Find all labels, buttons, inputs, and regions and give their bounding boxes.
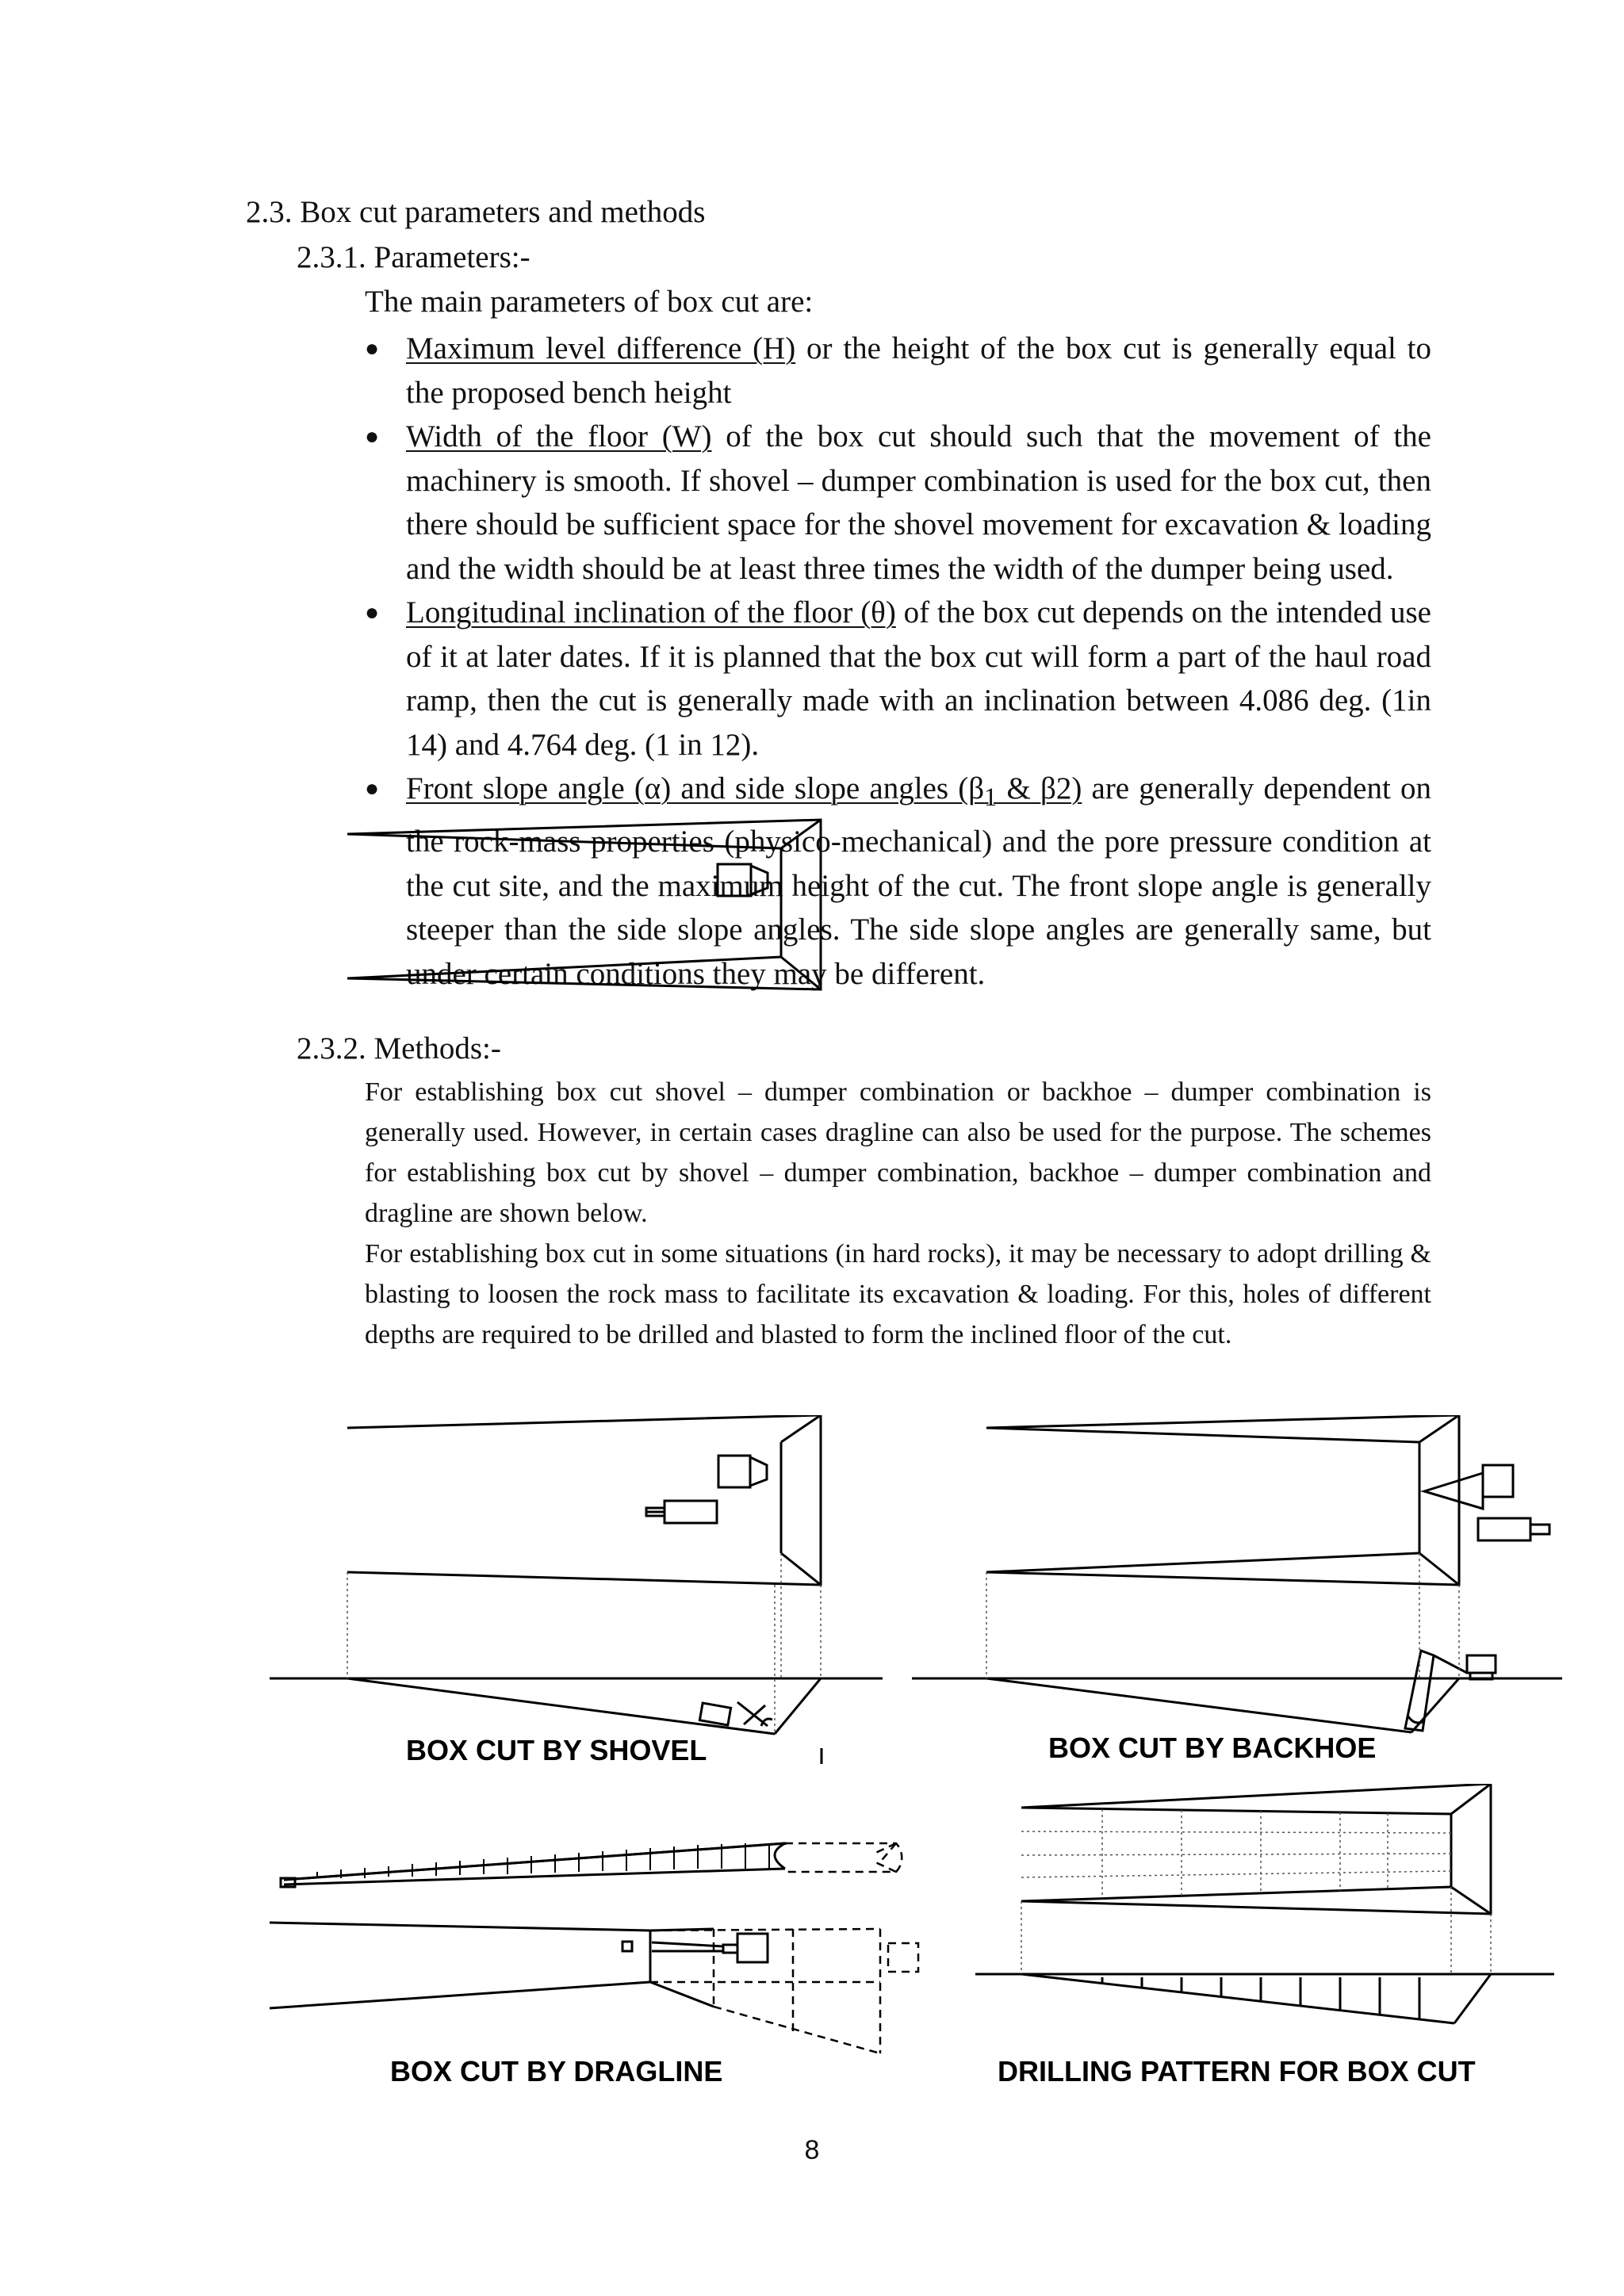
bullet-icon: ● [365, 775, 380, 802]
bullet-icon: ● [365, 423, 380, 450]
parameter-text: are generally dependent on the rock-mass properties (physico-mechanical) and the pore pressure condition at the cut site, and the maximum height of the cut. The front slope angle is generally steeper than the side slope angles. The side slope angles are generally same, but under certain conditions they may be different. [406, 771, 1431, 991]
section-heading: 2.3. Box cut parameters and methods [246, 195, 706, 229]
drilling-pattern-figure [975, 1784, 1554, 2038]
box-cut-shovel-figure [270, 1415, 896, 1748]
methods-paragraph: For establishing box cut shovel – dumper combination or backhoe – dumper combination is generally used. However, in certain cases dragline can also be used for the purpose. The schemes for establishing box cut by shovel – dumper combination, backhoe – dumper combination and dragline are shown below. [365, 1077, 1431, 1228]
drilling-caption: DRILLING PATTERN FOR BOX CUT [998, 2055, 1476, 2087]
list-item [365, 327, 1431, 415]
list-item [365, 415, 1431, 591]
box-cut-dragline-figure [270, 1796, 920, 2057]
parameter-text: or the height of the box cut is generally equal to the proposed bench height [406, 331, 1431, 410]
parameters-list [365, 327, 1431, 996]
parameter-term: Front slope angle (α) and side slope angles ($\beta_1$ & β2) [406, 771, 1082, 812]
parameter-term: Maximum level difference (H) [406, 331, 796, 365]
bullet-icon: ● [365, 335, 380, 362]
backhoe-caption: BOX CUT BY BACKHOE [1048, 1732, 1377, 1764]
page-number: 8 [804, 2135, 820, 2165]
parameter-term: Longitudinal inclination of the floor (θ) [406, 595, 896, 629]
dragline-caption: BOX CUT BY DRAGLINE [390, 2055, 723, 2087]
parameter-text: of the box cut should such that the movement of the machinery is smooth. If shovel – dumper combination is used for the box cut, then there should be sufficient space for the shovel movement for excavation & loading and the width should be at least three times the width of the dumper being used. [406, 419, 1431, 586]
list-item [365, 767, 1431, 996]
parameter-text: of the box cut depends on the intended use of it at later dates. If it is planned that the box cut will form a part of the haul road ramp, then the cut is generally made with an inclination between 4.086 deg. (1in 14) and 4.764 deg. (1 in 12). [406, 595, 1431, 762]
parameters-heading: 2.3.1. Parameters:- [297, 240, 530, 274]
bullet-icon: ● [365, 599, 380, 626]
box-cut-backhoe-figure [912, 1415, 1562, 1748]
parameters-intro: The main parameters of box cut are: [365, 285, 814, 319]
shovel-caption: BOX CUT BY SHOVEL [406, 1734, 707, 1766]
list-item [365, 591, 1431, 767]
parameter-term: Width of the floor (W) [406, 419, 712, 453]
methods-paragraph: For establishing box cut in some situations (in hard rocks), it may be necessary to adopt drilling & blasting to loosen the rock mass to facilitate its excavation & loading. For this, holes of different depths are required to be drilled and blasted to form the inclined floor of the cut. [365, 1239, 1431, 1349]
methods-heading: 2.3.2. Methods:- [297, 1031, 501, 1066]
